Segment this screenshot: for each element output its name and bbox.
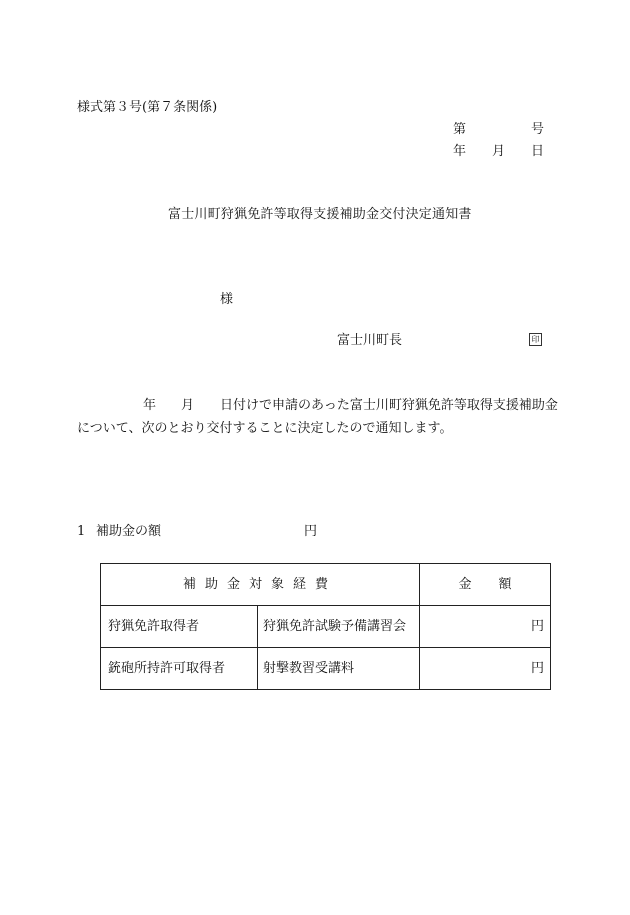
row-category: 銃砲所持許可取得者 xyxy=(101,648,258,690)
date-day: 日 xyxy=(531,144,545,159)
form-number: 様式第３号(第７条関係) xyxy=(77,100,218,115)
table-header-row xyxy=(101,564,551,606)
item-unit: 円 xyxy=(304,524,318,539)
body-year: 年 xyxy=(143,398,157,413)
row-expense: 射撃教習受講料 xyxy=(258,648,420,690)
reference-go: 号 xyxy=(531,122,545,137)
row-expense: 狩猟免許試験予備講習会 xyxy=(258,606,420,648)
reference-dai: 第 xyxy=(453,122,467,137)
document-title: 富士川町狩猟免許等取得支援補助金交付決定通知書 xyxy=(168,207,472,222)
expense-table xyxy=(100,563,551,690)
row-category: 狩猟免許取得者 xyxy=(101,606,258,648)
body-text-line1: 日付けで申請のあった富士川町狩猟免許等取得支援補助金 xyxy=(220,398,558,413)
body-month: 月 xyxy=(181,398,195,413)
header-amount xyxy=(420,564,551,606)
header-amount-gaku: 額 xyxy=(498,576,512,592)
item-label: 補助金の額 xyxy=(96,524,162,539)
date-year: 年 xyxy=(453,144,467,159)
recipient-suffix: 様 xyxy=(220,292,234,307)
row-amount-unit: 円 xyxy=(420,606,551,648)
table-row xyxy=(101,606,551,648)
issuer-name: 富士川町長 xyxy=(337,333,403,348)
seal-icon: 印 xyxy=(529,333,542,346)
header-amount-kin: 金 xyxy=(458,576,472,592)
body-text-line2: について、次のとおり交付することに決定したので通知します。 xyxy=(77,421,453,436)
header-expense: 補助金対象経費 xyxy=(101,564,420,606)
table-row xyxy=(101,648,551,690)
date-month: 月 xyxy=(492,144,506,159)
row-amount-unit: 円 xyxy=(420,648,551,690)
item-number: 1 xyxy=(77,524,86,539)
